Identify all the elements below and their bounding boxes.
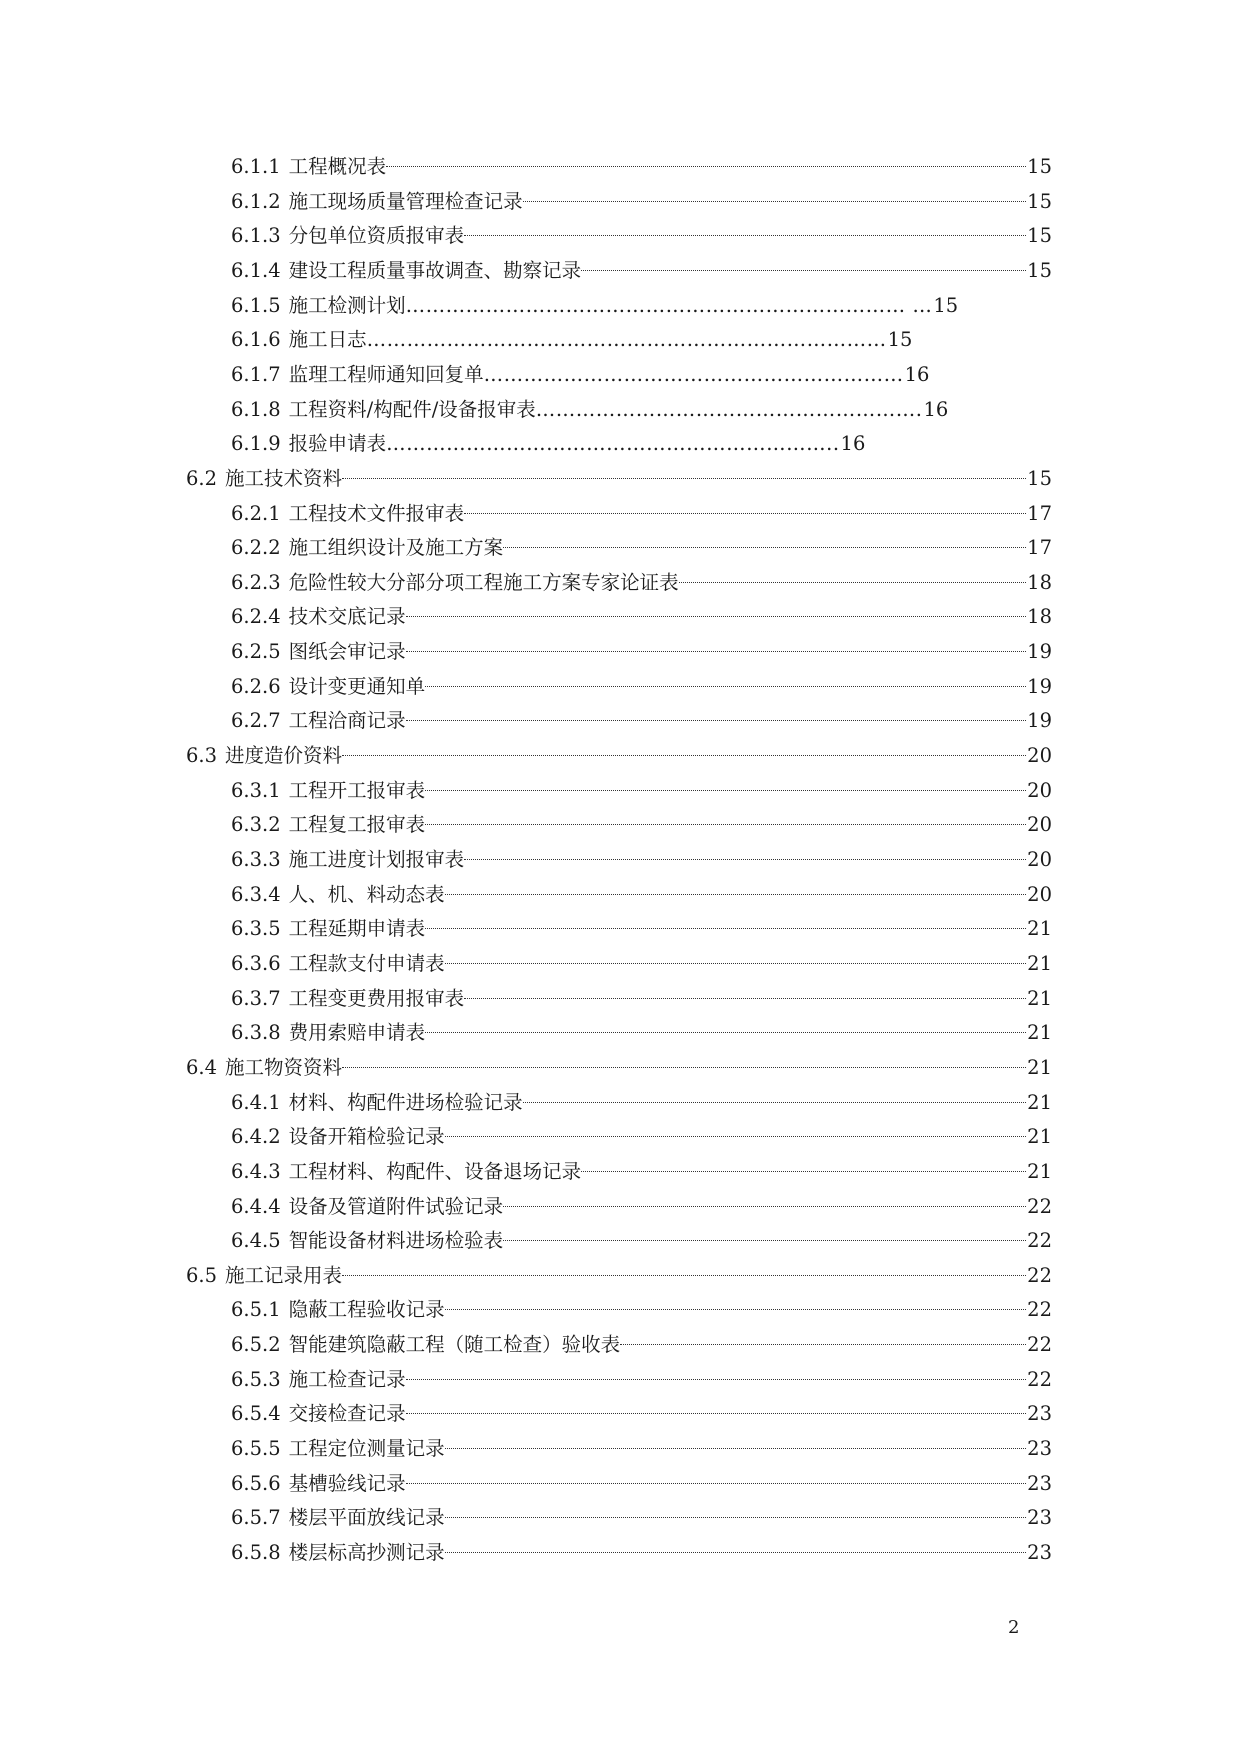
toc-entry[interactable] (231, 325, 912, 355)
toc-entry-title: 设计变更通知单 (288, 674, 426, 698)
toc-entry[interactable] (231, 1157, 1052, 1187)
toc-entry-number: 6.3.3 (231, 848, 281, 871)
dot-leader (464, 513, 1026, 514)
dot-leader (425, 824, 1026, 825)
dot-leader (503, 1206, 1026, 1207)
toc-entry-page: 15 (1027, 155, 1052, 178)
toc-entry-title: 工程资料/构配件/设备报审表 (288, 397, 536, 421)
toc-entry-title: 楼层平面放线记录 (288, 1506, 445, 1530)
toc-entry-title: 建设工程质量事故调查、勘察记录 (288, 258, 582, 282)
toc-entry-title: 施工检测计划 (288, 293, 406, 317)
toc-entry[interactable] (231, 1088, 1052, 1118)
toc-entry-number: 6.1.3 (231, 224, 281, 248)
toc-entry-number: 6.2.1 (231, 501, 281, 525)
toc-entry-page: 23 (1027, 1402, 1052, 1426)
toc-entry-title: 智能建筑隐蔽工程（随工检查）验收表 (288, 1333, 621, 1357)
toc-entry-title: 工程洽商记录 (288, 709, 406, 733)
toc-entry-page: 22 (1027, 1194, 1052, 1218)
dot-leader (464, 998, 1026, 999)
toc-entry[interactable] (231, 1122, 1052, 1152)
toc-entry[interactable] (231, 845, 1052, 875)
toc-entry-page: 22 (1027, 1367, 1052, 1391)
toc-entry[interactable] (231, 1503, 1052, 1533)
toc-entry[interactable] (231, 1469, 1052, 1499)
dot-leader (464, 859, 1026, 860)
toc-entry-title: 施工记录用表 (225, 1263, 343, 1287)
toc-entry[interactable] (231, 706, 1052, 736)
dot-leader (445, 1448, 1027, 1449)
toc-entry-title: 工程复工报审表 (288, 813, 426, 837)
toc-entry-page: 21 (1027, 1021, 1052, 1045)
dot-leader (445, 1552, 1027, 1553)
toc-entry-title: 隐蔽工程验收记录 (288, 1298, 445, 1322)
toc-entry-number: 6.4.5 (231, 1229, 281, 1253)
toc-entry-number: 6.4.3 (231, 1159, 281, 1183)
dot-leader (679, 582, 1027, 583)
toc-entry[interactable] (186, 1053, 1052, 1083)
toc-entry-title: 施工现场质量管理检查记录 (288, 189, 523, 213)
page-number: 2 (1008, 1617, 1020, 1638)
toc-entry-page: 19 (1027, 674, 1052, 698)
toc-entry-number: 6.5 (186, 1263, 218, 1287)
dot-leader (342, 1275, 1026, 1276)
dot-leader (406, 720, 1027, 721)
toc-entry[interactable] (231, 672, 1052, 702)
toc-entry-title: 楼层标高抄测记录 (288, 1541, 445, 1564)
toc-entry-title: 施工技术资料 (225, 466, 343, 490)
toc-entry-number: 6.5.4 (231, 1402, 281, 1426)
toc-entry[interactable] (231, 637, 1052, 667)
toc-entry-title: 工程技术文件报审表 (288, 501, 465, 525)
toc-entry-page: 19 (1027, 640, 1052, 664)
toc-entry-page: 16 (923, 397, 949, 421)
toc-entry-number: 6.1.5 (231, 293, 281, 317)
toc-entry-page: 20 (1027, 848, 1052, 871)
toc-entry[interactable] (231, 256, 1052, 286)
toc-entry-number: 6.5.8 (231, 1541, 281, 1564)
toc-entry-number: 6.1.9 (231, 432, 281, 456)
dot-leader (386, 166, 1026, 167)
toc-entry-title: 交接检查记录 (288, 1402, 406, 1426)
toc-entry-number: 6.5.1 (231, 1298, 281, 1322)
toc-entry-number: 6.4.4 (231, 1194, 281, 1218)
toc-entry-number: 6.5.5 (231, 1437, 281, 1461)
toc-entry-number: 6.2.4 (231, 605, 281, 629)
toc-entry-number: 6.4 (186, 1055, 218, 1079)
toc-entry-page: 20 (1027, 813, 1052, 837)
toc-entry[interactable] (231, 499, 1052, 529)
toc-entry[interactable] (231, 221, 1052, 251)
toc-entry-number: 6.1.4 (231, 258, 281, 282)
toc-entry-title: 设备开箱检验记录 (288, 1125, 445, 1149)
toc-entry-number: 6.2 (186, 466, 218, 490)
toc-entry-page: 18 (1027, 570, 1052, 594)
dot-leader (523, 201, 1027, 202)
toc-entry-title: 工程变更费用报审表 (288, 986, 465, 1010)
toc-entry[interactable] (231, 1434, 1052, 1464)
toc-entry-number: 6.2.7 (231, 709, 281, 733)
dot-leader (425, 790, 1026, 791)
toc-entry-number: 6.5.6 (231, 1471, 281, 1495)
toc-entry-page: 15 (1027, 258, 1052, 282)
toc-entry-page: 16 (904, 362, 930, 386)
dot-leader (342, 478, 1026, 479)
dot-leader: ……………………………………………………… (483, 362, 904, 386)
toc-entry-title: 工程开工报审表 (288, 778, 426, 802)
toc-entry-title: 设备及管道附件试验记录 (288, 1194, 504, 1218)
toc-entry-number: 6.5.7 (231, 1506, 281, 1530)
toc-entry-title: 技术交底记录 (288, 605, 406, 629)
dot-leader: ………………………………………………………………… … (405, 293, 933, 317)
toc-entry-number: 6.1.8 (231, 397, 281, 421)
dot-leader (406, 1483, 1027, 1484)
toc-entry[interactable] (231, 187, 1052, 217)
toc-entry[interactable] (231, 291, 958, 321)
dot-leader (445, 963, 1027, 964)
toc-entry[interactable] (231, 1399, 1052, 1429)
toc-entry-page: 15 (887, 328, 913, 352)
toc-entry-title: 施工进度计划报审表 (288, 848, 465, 871)
toc-entry[interactable] (186, 741, 1052, 771)
toc-entry-number: 6.5.2 (231, 1333, 281, 1357)
toc-entry-page: 21 (1027, 1159, 1052, 1183)
toc-entry-page: 23 (1027, 1437, 1052, 1461)
toc-entry-page: 23 (1027, 1506, 1052, 1530)
dot-leader (445, 1136, 1027, 1137)
dot-leader (425, 1032, 1026, 1033)
toc-entry-number: 6.1.2 (231, 189, 281, 213)
toc-entry-number: 6.1.7 (231, 362, 281, 386)
toc-entry-title: 危险性较大分部分项工程施工方案专家论证表 (288, 570, 679, 594)
dot-leader (342, 755, 1026, 756)
toc-entry-page: 15 (1027, 466, 1052, 490)
toc-entry[interactable] (231, 1226, 1052, 1256)
toc-entry-title: 人、机、料动态表 (288, 882, 445, 906)
toc-entry-number: 6.3.5 (231, 917, 281, 941)
toc-entry-number: 6.5.3 (231, 1367, 281, 1391)
toc-entry[interactable] (231, 360, 929, 390)
toc-entry-page: 17 (1027, 501, 1052, 525)
toc-entry-title: 进度造价资料 (225, 744, 343, 768)
dot-leader (523, 1102, 1027, 1103)
toc-entry-number: 6.4.1 (231, 1090, 281, 1114)
toc-entry-page: 22 (1027, 1333, 1052, 1357)
dot-leader (503, 547, 1026, 548)
toc-entry-number: 6.1.1 (231, 155, 281, 178)
dot-leader (620, 1344, 1026, 1345)
toc-entry-page: 23 (1027, 1541, 1052, 1564)
toc-entry-number: 6.3.8 (231, 1021, 281, 1045)
dot-leader (464, 235, 1026, 236)
toc-entry[interactable] (231, 1018, 1052, 1048)
dot-leader (503, 1240, 1026, 1241)
toc-entry[interactable] (231, 602, 1052, 632)
toc-entry-title: 报验申请表 (288, 432, 387, 456)
toc-entry[interactable] (231, 914, 1052, 944)
toc-entry[interactable] (186, 1261, 1052, 1291)
toc-entry-number: 6.3.7 (231, 986, 281, 1010)
toc-entry-title: 施工组织设计及施工方案 (288, 536, 504, 560)
dot-leader (406, 651, 1027, 652)
dot-leader: …………………………………………………. (535, 397, 923, 421)
toc-entry-page: 17 (1027, 536, 1052, 560)
toc-entry-title: 分包单位资质报审表 (288, 224, 465, 248)
toc-entry[interactable] (231, 984, 1052, 1014)
dot-leader (406, 1379, 1027, 1380)
toc-entry[interactable] (231, 152, 1052, 182)
dot-leader (342, 1067, 1026, 1068)
toc-entry[interactable] (231, 1192, 1052, 1222)
dot-leader (425, 928, 1026, 929)
toc-entry-title: 工程款支付申请表 (288, 951, 445, 975)
toc-entry[interactable] (231, 776, 1052, 806)
dot-leader: …………………………………………………………………… (366, 328, 887, 352)
toc-entry[interactable] (231, 395, 948, 425)
toc-entry-page: 20 (1027, 744, 1052, 768)
toc-entry[interactable] (231, 1295, 1052, 1325)
toc-entry[interactable] (231, 810, 1052, 840)
toc-entry-title: 工程材料、构配件、设备退场记录 (288, 1159, 582, 1183)
dot-leader (425, 686, 1026, 687)
toc-entry-title: 工程延期申请表 (288, 917, 426, 941)
toc-entry-page: 20 (1027, 882, 1052, 906)
toc-entry-number: 6.3.2 (231, 813, 281, 837)
toc-entry-title: 智能设备材料进场检验表 (288, 1229, 504, 1253)
dot-leader: ………………………………………………………….. (386, 432, 840, 456)
dot-leader (445, 894, 1027, 895)
toc-entry-page: 16 (840, 432, 866, 456)
toc-entry-number: 6.2.5 (231, 640, 281, 664)
toc-entry-title: 基槽验线记录 (288, 1471, 406, 1495)
dot-leader (445, 1517, 1027, 1518)
dot-leader (406, 1413, 1027, 1414)
toc-entry-title: 施工检查记录 (288, 1367, 406, 1391)
toc-entry-page: 21 (1027, 986, 1052, 1010)
dot-leader (406, 616, 1027, 617)
dot-leader (581, 1171, 1026, 1172)
toc-entry[interactable] (231, 1538, 1052, 1568)
toc-entry-page: 15 (933, 293, 959, 317)
toc-entry-number: 6.2.6 (231, 674, 281, 698)
toc-entry-number: 6.3 (186, 744, 218, 768)
toc-entry-page: 21 (1027, 1090, 1052, 1114)
dot-leader (581, 270, 1026, 271)
toc-entry[interactable] (231, 568, 1052, 598)
dot-leader (445, 1309, 1027, 1310)
toc-entry-title: 监理工程师通知回复单 (288, 362, 484, 386)
toc-entry-page: 20 (1027, 778, 1052, 802)
toc-entry-number: 6.2.2 (231, 536, 281, 560)
toc-entry[interactable] (231, 533, 1052, 563)
toc-entry-page: 21 (1027, 951, 1052, 975)
toc-entry[interactable] (186, 464, 1052, 494)
toc-entry-page: 22 (1027, 1298, 1052, 1322)
toc-entry-number: 6.3.6 (231, 951, 281, 975)
toc-entry-title: 图纸会审记录 (288, 640, 406, 664)
toc-entry-number: 6.4.2 (231, 1125, 281, 1149)
toc-entry-page: 19 (1027, 709, 1052, 733)
toc-entry-title: 施工日志 (288, 328, 367, 352)
toc-entry[interactable] (231, 1330, 1052, 1360)
toc-entry[interactable] (231, 429, 865, 459)
toc-entry-page: 21 (1027, 1125, 1052, 1149)
toc-entry-page: 15 (1027, 189, 1052, 213)
toc-entry-number: 6.1.6 (231, 328, 281, 352)
toc-entry-page: 22 (1027, 1229, 1052, 1253)
toc-entry-page: 15 (1027, 224, 1052, 248)
toc-entry-page: 23 (1027, 1471, 1052, 1495)
toc-entry-title: 施工物资资料 (225, 1055, 343, 1079)
toc-entry-number: 6.3.1 (231, 778, 281, 802)
toc-entry-title: 费用索赔申请表 (288, 1021, 426, 1045)
toc-entry-number: 6.3.4 (231, 882, 281, 906)
toc-entry-page: 21 (1027, 917, 1052, 941)
toc-entry-page: 21 (1027, 1055, 1052, 1079)
toc-entry-title: 工程定位测量记录 (288, 1437, 445, 1461)
toc-entry-title: 材料、构配件进场检验记录 (288, 1090, 523, 1114)
toc-entry-page: 18 (1027, 605, 1052, 629)
toc-entry[interactable] (231, 1365, 1052, 1395)
toc-entry-page: 22 (1027, 1263, 1052, 1287)
toc-entry-title: 工程概况表 (288, 155, 387, 178)
toc-entry[interactable] (231, 880, 1052, 910)
toc-entry-number: 6.2.3 (231, 570, 281, 594)
toc-entry[interactable] (231, 949, 1052, 979)
